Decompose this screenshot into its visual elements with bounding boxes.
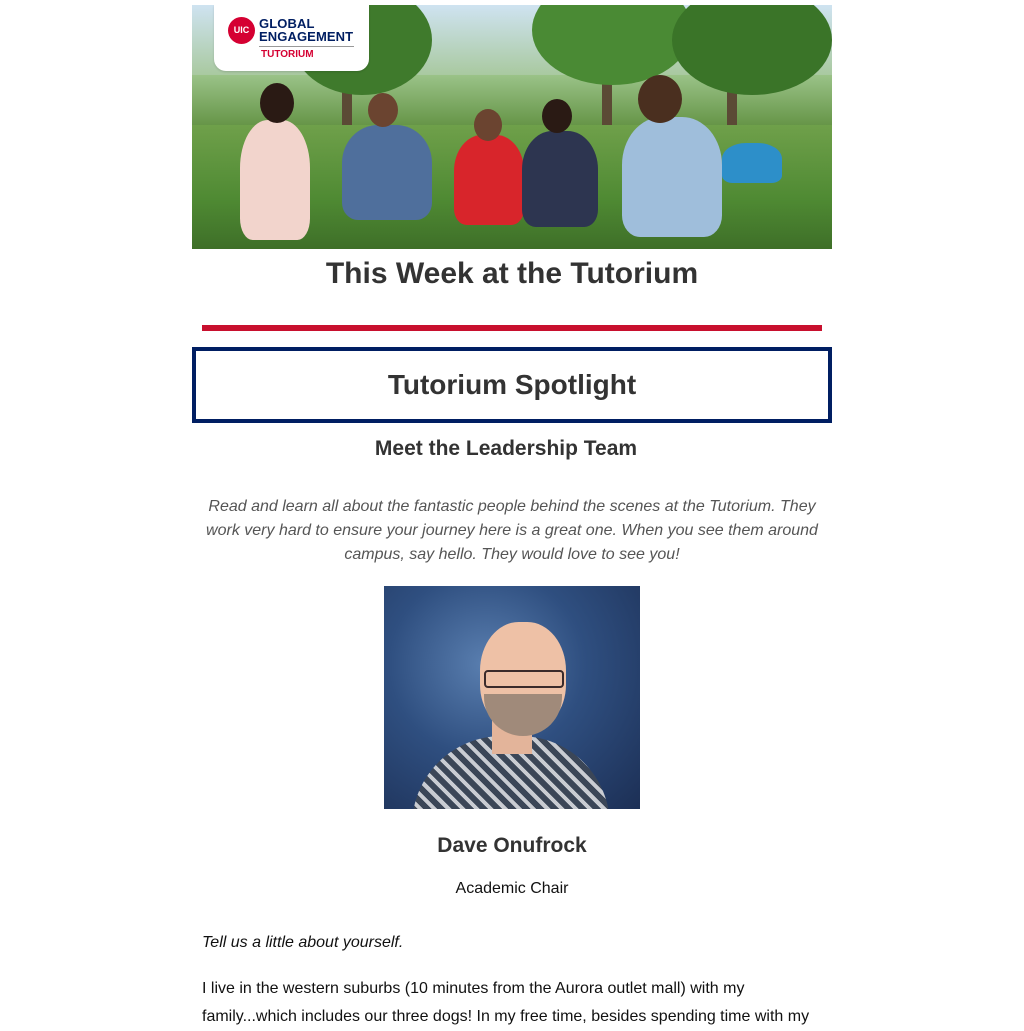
profile-name: Dave Onufrock	[437, 834, 587, 857]
logo-line-2: ENGAGEMENT	[259, 29, 354, 44]
interview-answer: I live in the western suburbs (10 minutes from the Aurora outlet mall) with my family...which includes our three dogs! In my free time, besides spending time with my	[202, 980, 810, 1025]
logo-line-3: TUTORIUM	[261, 49, 314, 60]
red-divider	[202, 325, 822, 331]
hero-photo	[192, 5, 832, 249]
logo-divider	[259, 46, 354, 47]
interview-question: Tell us a little about yourself.	[202, 934, 404, 951]
spotlight-title: Tutorium Spotlight	[387, 369, 637, 400]
logo-line-1: GLOBAL	[259, 16, 315, 31]
intro-paragraph: Read and learn all about the fantastic people behind the scenes at the Tutorium. They work very hard to ensure your journey here is a great one. When you see them around campus, say hello. They would love to see you!	[206, 498, 818, 563]
uic-global-engagement-logo[interactable]	[214, 5, 369, 71]
spotlight-banner	[192, 347, 832, 423]
newsletter-title: This Week at the Tutorium	[325, 257, 699, 290]
profile-photo	[384, 586, 640, 809]
newsletter	[192, 5, 832, 1025]
glasses-detail	[484, 670, 564, 688]
section-subtitle: Meet the Leadership Team	[374, 437, 638, 460]
profile-role: Academic Chair	[455, 880, 569, 897]
logo-badge: UIC	[228, 17, 255, 44]
